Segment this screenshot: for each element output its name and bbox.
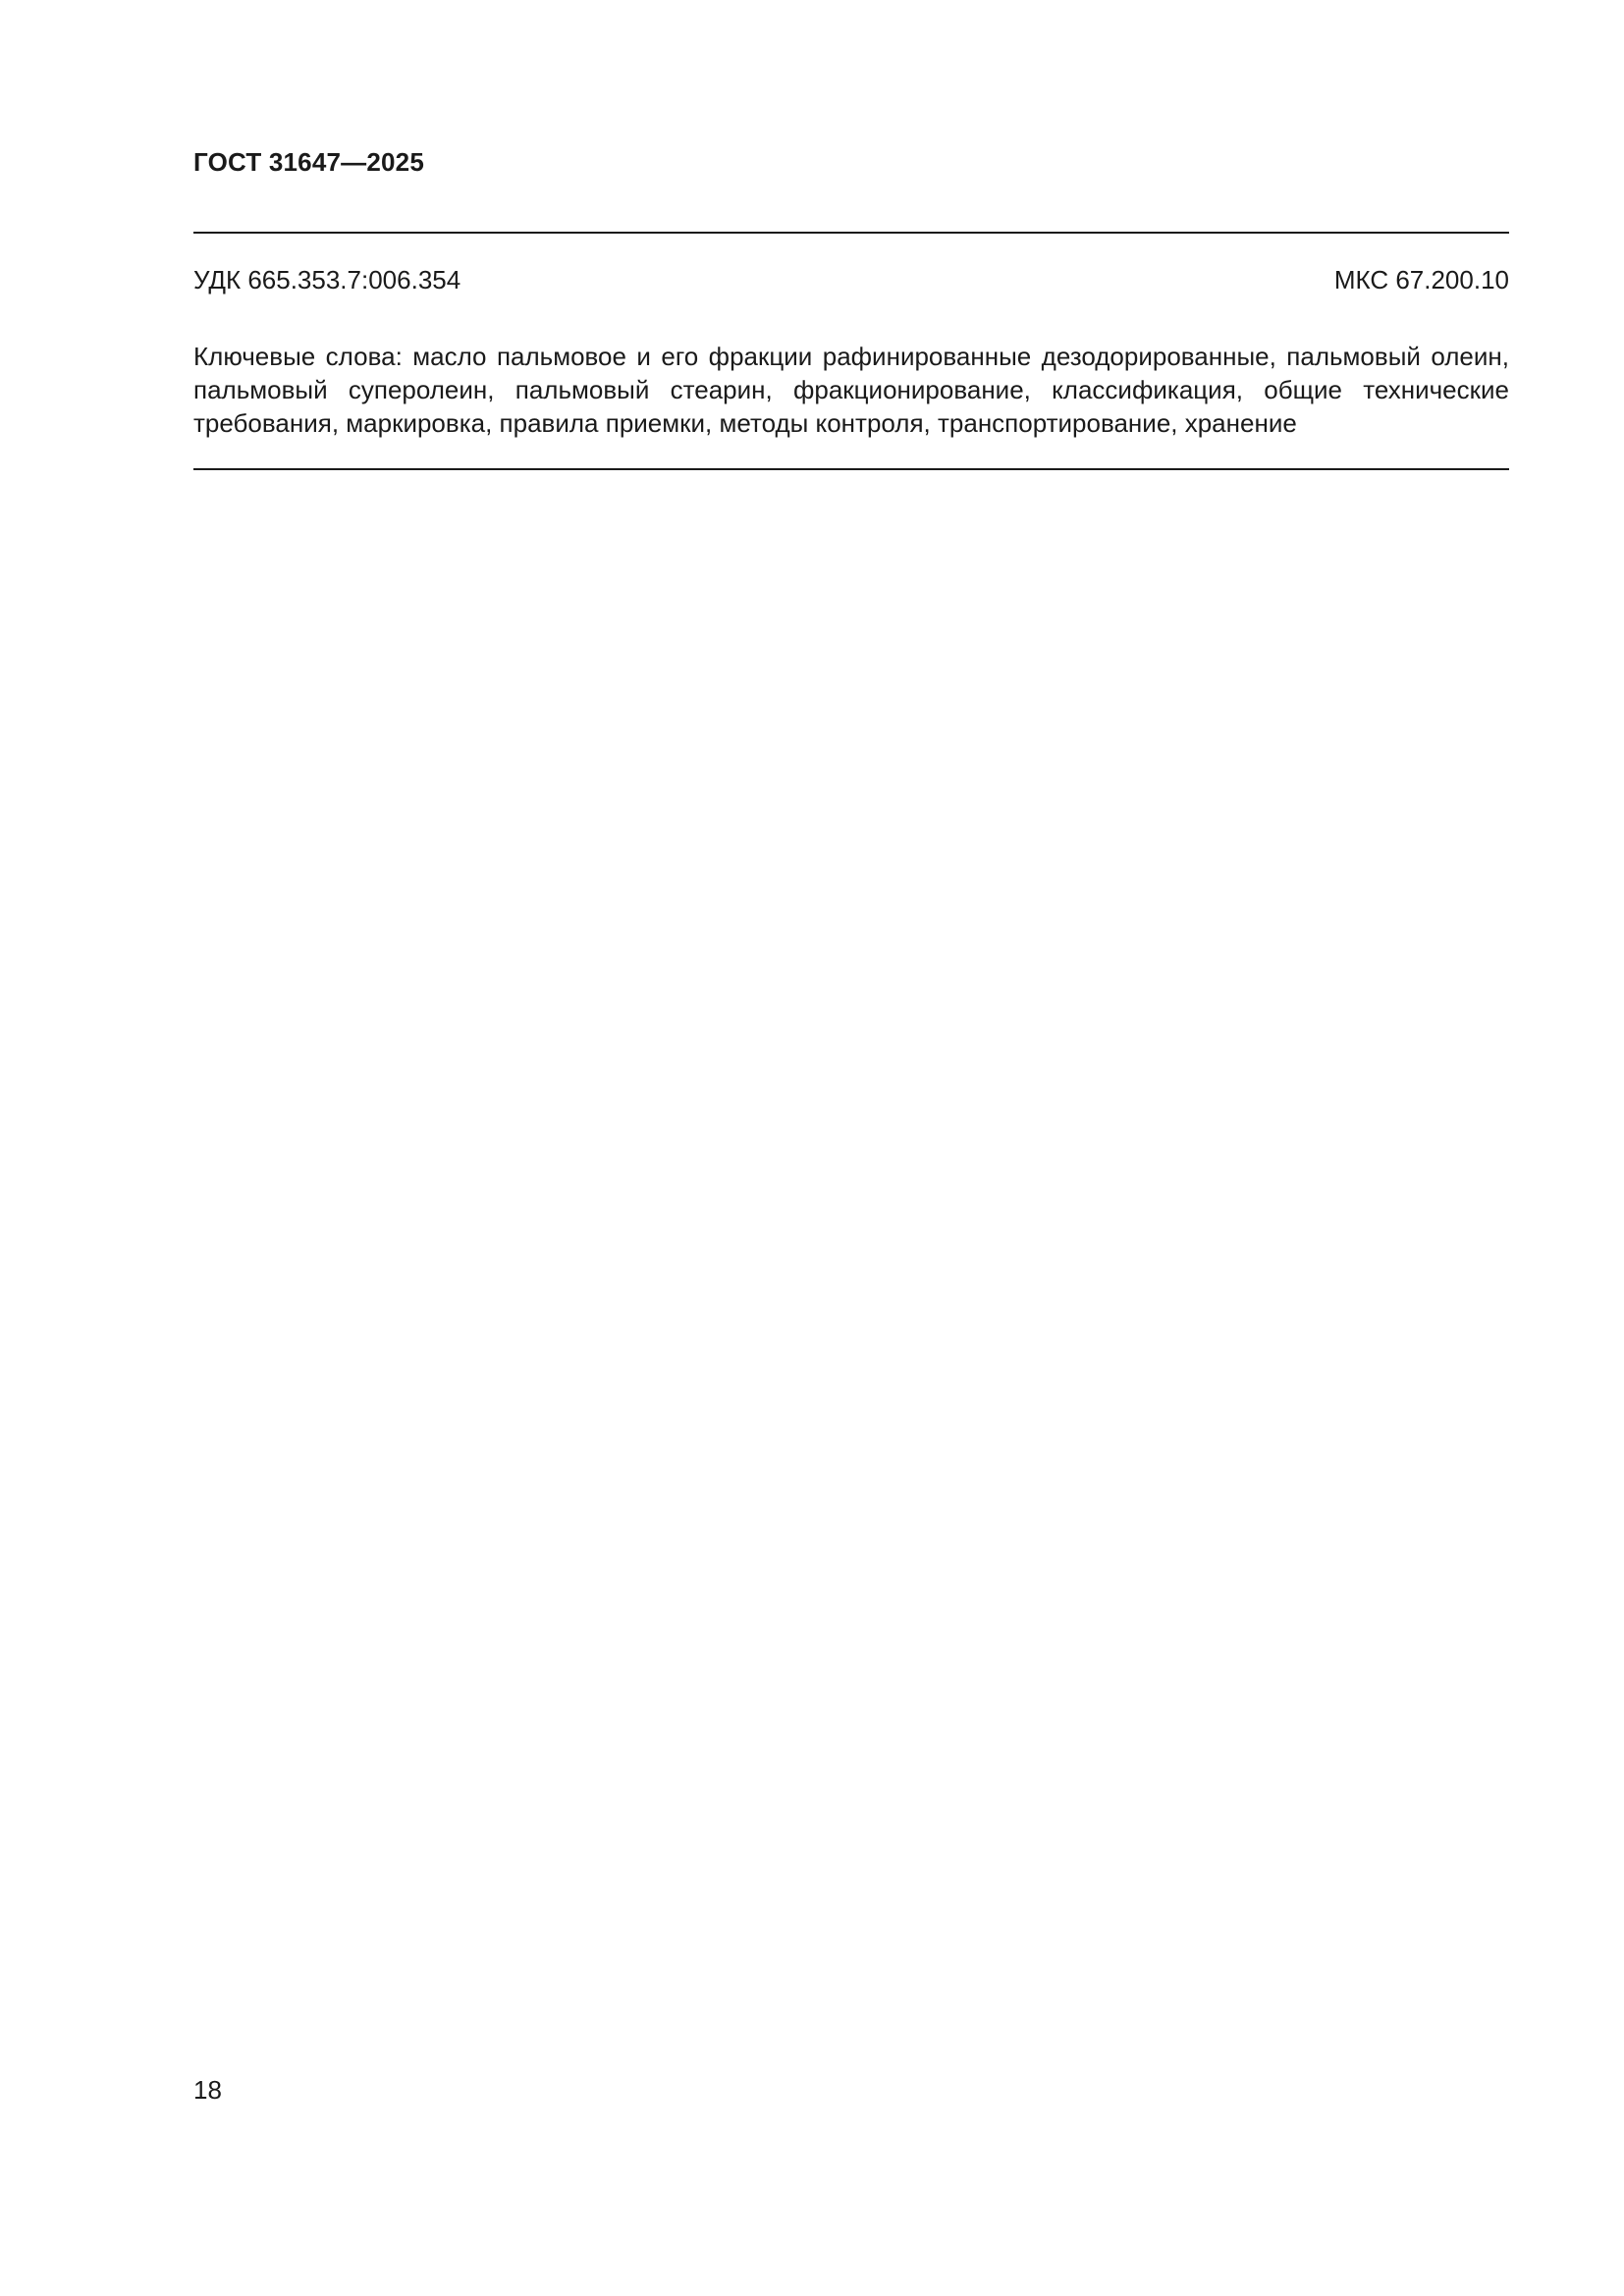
keywords-paragraph: Ключевые слова: масло пальмовое и его фракции рафинированные дезодорированные, пальмовый олеин, пальмовый суперолеин, пальмовый стеарин, фракционирование, классификация, общие технические требования, маркировка, правила приемки, методы контроля, транспортирование, хранение xyxy=(193,342,1509,438)
ics-code: МКС 67.200.10 xyxy=(1333,265,1509,294)
top-divider xyxy=(193,232,1509,234)
classification-row xyxy=(193,265,1509,295)
bottom-divider xyxy=(193,468,1509,470)
standard-code: ГОСТ 31647—2025 xyxy=(193,147,424,177)
udc-code: УДК 665.353.7:006.354 xyxy=(193,265,461,294)
page-number: 18 xyxy=(193,2075,222,2105)
